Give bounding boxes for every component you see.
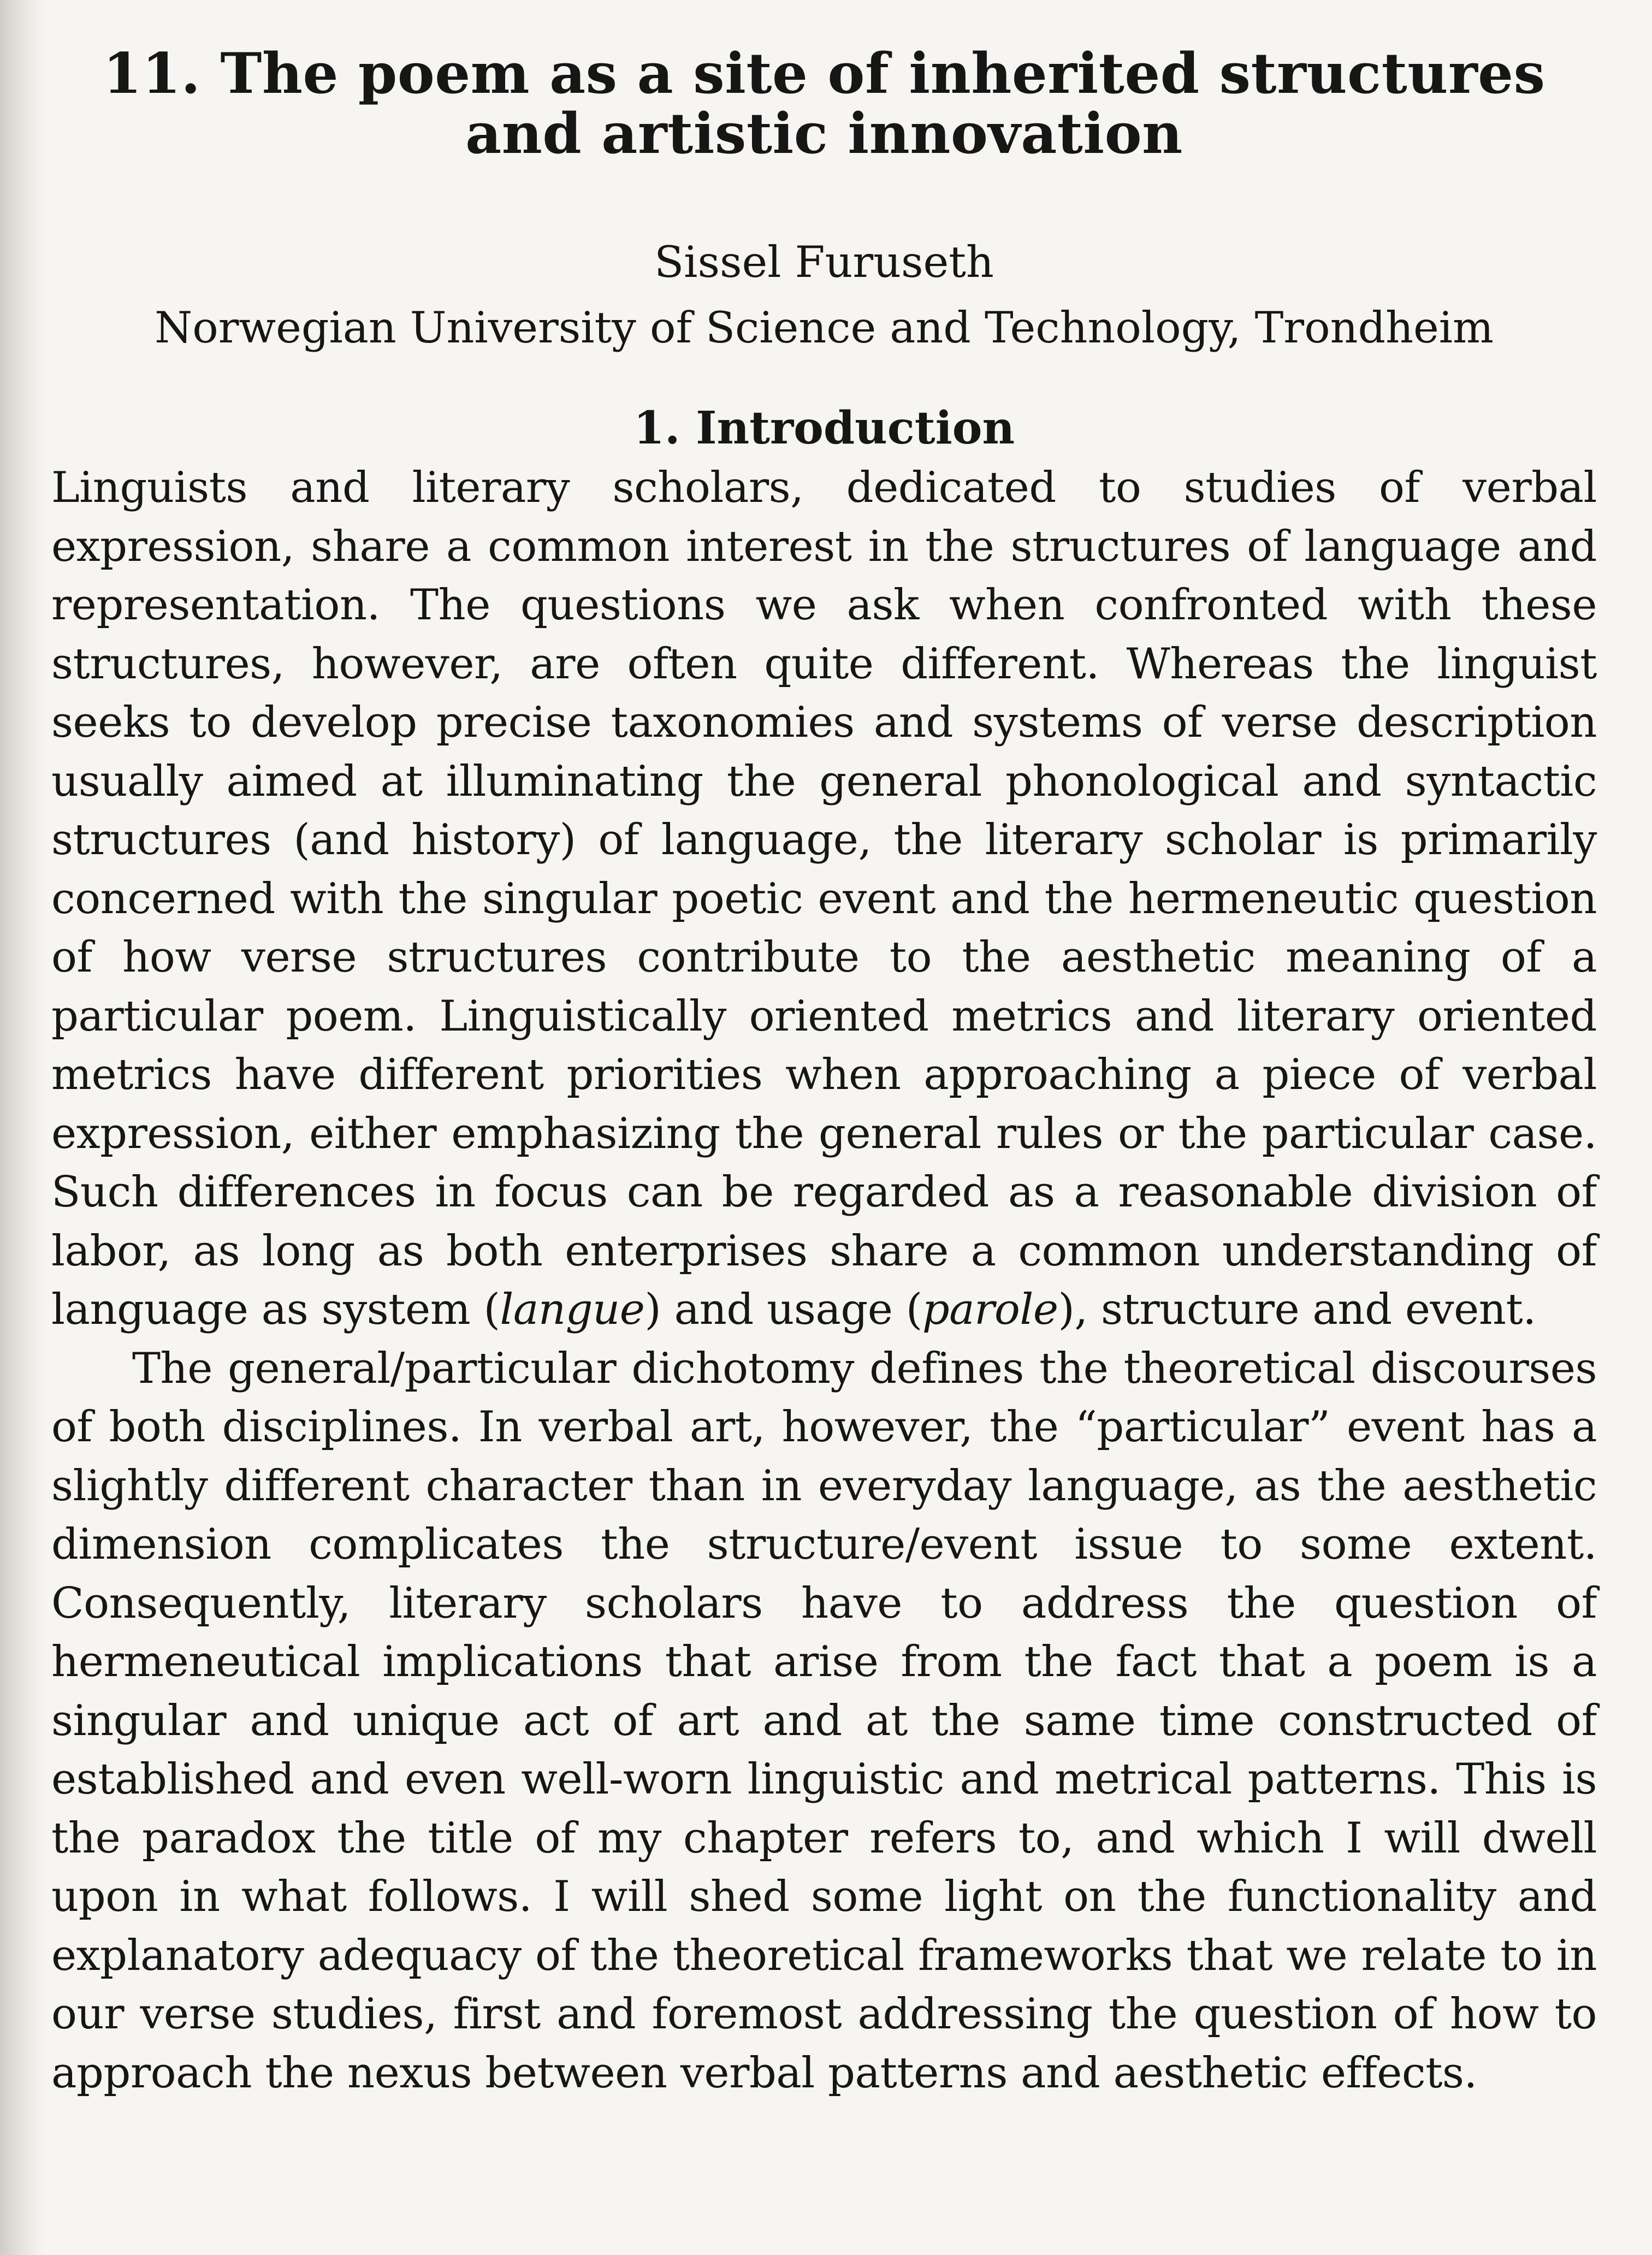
paragraph-1-text-b: ) and usage (: [644, 1285, 922, 1334]
paragraph-1-text-a: Linguists and literary scholars, dedicated to studies of verbal expression, share a common interest in the structures of language and representation. The questions we ask when confronted with these structures, however, are often quite different. Whereas the linguist seeks to develop precise taxonomies and systems of verse description usually aimed at illuminating the general phonological and syntactic structures (and history) of language, the literary scholar is primarily concerned with the singular poetic event and the hermeneutic question of how verse structures contribute to the aesthetic meaning of a particular poem. Linguistically oriented metrics and literary oriented metrics have different priorities when approaching a piece of verbal expression, either emphasizing the general rules or the particular case. Such differences in focus can be regarded as a reasonable division of labor, as long as both enterprises share a common understanding of language as system (: [51, 463, 1597, 1334]
book-page: [51, 41, 1597, 2103]
paragraph-2: The general/particular dichotomy defines the theoretical discourses of both disciplines. In verbal art, however, the “particular” event has a slightly different character than in everyday language, as the aesthetic dimension complicates the structure/event issue to some extent. Consequently, literary scholars have to address the question of hermeneutical implications that arise from the fact that a poem is a singular and unique act of art and at the same time constructed of established and even well-worn linguistic and metrical patterns. This is the paradox the title of my chapter refers to, and which I will dwell upon in what follows. I will shed some light on the functionality and explanatory adequacy of the theoretical frameworks that we relate to in our verse studies, first and foremost addressing the question of how to approach the nexus between verbal patterns and aesthetic effects.: [51, 1343, 1597, 2098]
term-langue: langue: [500, 1285, 645, 1334]
paragraph-1-text-c: ), structure and event.: [1058, 1285, 1536, 1334]
paragraph-1: [51, 459, 1597, 1340]
author-name: Sissel Furuseth: [654, 237, 994, 287]
section-heading: 1. Introduction: [633, 402, 1015, 454]
author-block: [51, 229, 1597, 360]
author-affiliation: Norwegian University of Science and Technology, Trondheim: [155, 303, 1494, 353]
chapter-title: 11. The poem as a site of inherited structures and artistic innovation: [103, 41, 1546, 167]
term-parole: parole: [922, 1285, 1058, 1334]
page-gutter-shadow: [0, 0, 44, 2255]
